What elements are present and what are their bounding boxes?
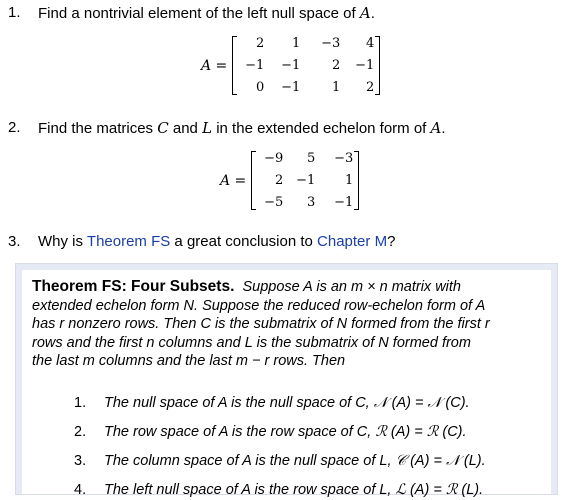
matrix-cell: 1 (292, 36, 301, 51)
matrix-cell: 2 (332, 58, 341, 73)
matrix-cell: −5 (264, 195, 284, 210)
theorem-line-1: extended echelon form N. Suppose the reduced row-echelon form of A (32, 297, 486, 314)
matrix-cell: 1 (345, 173, 354, 188)
matrix-cell: −1 (281, 80, 301, 95)
matrix-cell: −9 (264, 151, 284, 166)
matrix-cell: −3 (321, 36, 341, 51)
theorem-box: Theorem FS: Four Subsets. Suppose A is an m × n matrix with extended echelon form N. Suppose the reduced row-echelon form of A has r nonzero rows. Then C is the submatrix of N formed from the first r rows and the first n columns and L is the submatrix of N formed from the last m columns and the last m − r rows. Then 1. The null space of A is the null space of C, 𝒩 (A) = 𝒩 (C). 2. The row space of A is the row space of C, ℛ (A) = ℛ (C). 3. The column space of A is the null space of L, 𝒞 (A) = 𝒩 (L). 4. The left null space of A is the row space of L, ℒ (A) = ℛ (L). (16, 264, 557, 494)
question-text: Why is Theorem FS a great conclusion to Chapter M? (38, 233, 396, 250)
matrix-lhs: A = (220, 172, 247, 189)
matrix-cell: 2 (256, 36, 265, 51)
matrix-cell: 5 (307, 151, 316, 166)
theorem-line-3: rows and the first n columns and L is the submatrix of N formed from (32, 334, 471, 351)
matrix-cell: −1 (245, 58, 265, 73)
matrix-brackets (232, 36, 380, 95)
matrix-cell: 0 (256, 80, 265, 95)
matrix-brackets (251, 151, 359, 210)
matrix-cell: 3 (307, 195, 316, 210)
matrix-1 (201, 36, 380, 95)
matrix-cell: −1 (334, 195, 354, 210)
question-number: 1. (8, 4, 21, 21)
matrix-cell: −1 (296, 173, 316, 188)
theorem-line-4: the last m columns and the last m − r rows. Then (32, 353, 346, 369)
matrix-lhs: A = (201, 57, 228, 74)
chapter-m-link[interactable]: Chapter M (317, 233, 388, 250)
matrix-2 (220, 151, 359, 210)
theorem-fs-link[interactable]: Theorem FS (86, 233, 171, 250)
question-number: 2. (8, 119, 21, 136)
matrix-grid (232, 36, 380, 95)
matrix-cell: 2 (366, 80, 375, 95)
matrix-grid (251, 151, 359, 210)
matrix-cell: −1 (355, 58, 375, 73)
theorem-line-0: Theorem FS: Four Subsets. Suppose A is an m × n matrix with (32, 278, 461, 295)
question-text: Find a nontrivial element of the left null space of A. (38, 4, 375, 22)
theorem-title: Theorem FS: Four Subsets. (32, 278, 235, 295)
matrix-cell: −1 (281, 58, 301, 73)
matrix-cell: 4 (366, 36, 375, 51)
theorem-line-2: has r nonzero rows. Then C is the submatrix of N formed from the first r (32, 316, 490, 332)
question-number: 3. (8, 233, 21, 250)
matrix-cell: 2 (275, 173, 284, 188)
question-text: Find the matrices C and L in the extended echelon form of A. (38, 119, 446, 137)
matrix-cell: 1 (332, 80, 341, 95)
matrix-cell: −3 (334, 151, 354, 166)
